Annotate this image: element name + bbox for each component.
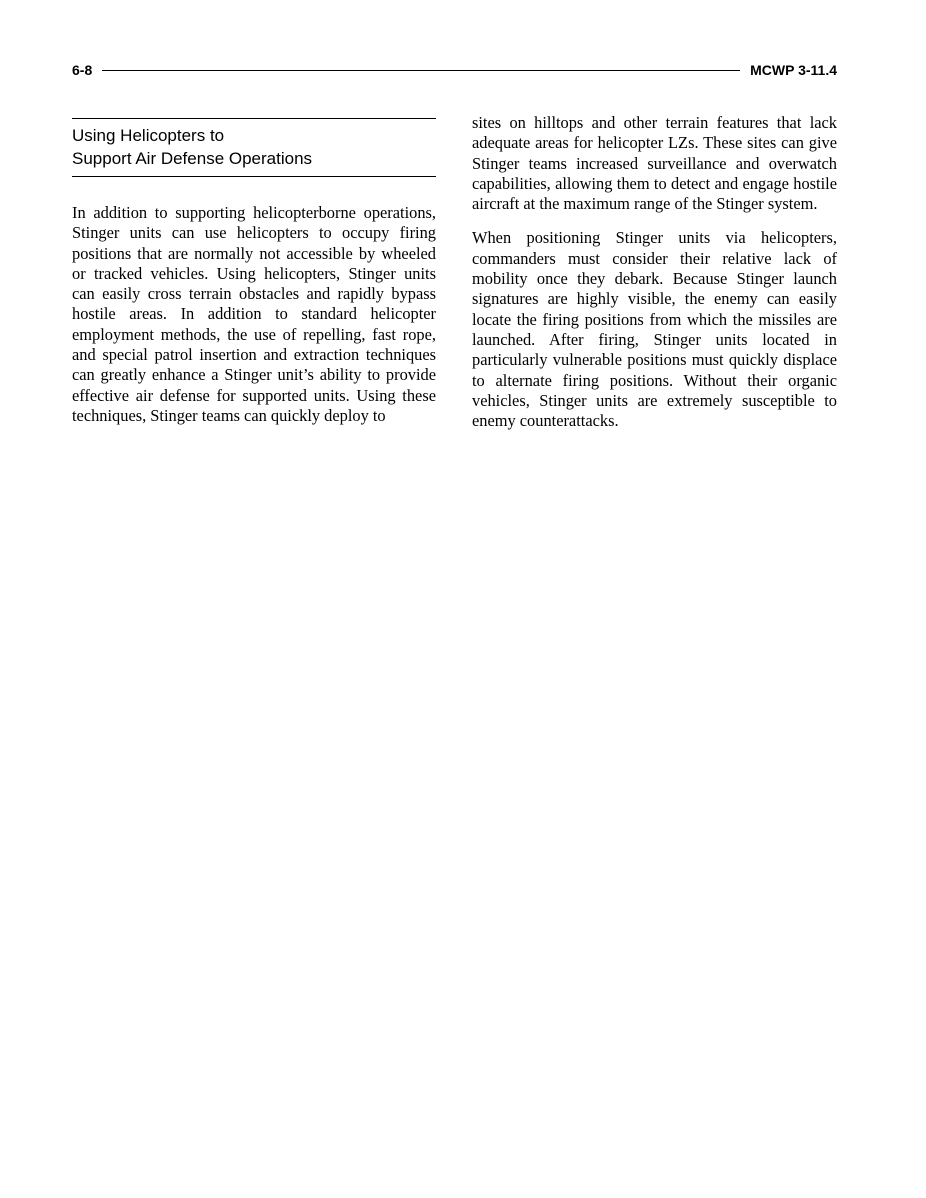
section-heading <box>72 118 436 177</box>
section-title-line-2: Support Air Defense Operations <box>72 149 313 168</box>
paragraph-1-part-1: In addition to supporting helicopterborne operations, Stinger units can use helicopters to occupy firing positions that are normally not accessible by wheeled or tracked vehicles. Using helicopters, Stinger units can easily cross terrain obstacles and rapidly bypass hostile areas. In addition to standard helicopter employment methods, the use of repelling, fast rope, and special patrol insertion and extraction techniques can greatly enhance a Stinger unit’s ability to provide effective air defense for supported units. Using these techniques, Stinger teams can quickly deploy to <box>72 203 436 425</box>
paragraph-1-part-2: sites on hilltops and other terrain features that lack adequate areas for helicopter LZs. These sites can give Stinger teams increased surveillance and overwatch capabilities, allowing them to detect and engage hostile aircraft at the maximum range of the Stinger system. <box>472 113 837 214</box>
running-header <box>72 60 837 80</box>
section-title-line-1: Using Helicopters to <box>72 126 225 145</box>
paragraph-2: When positioning Stinger units via helicopters, commanders must consider their relative lack of mobility once they debark. Because Stinger launch signatures are highly visible, the enemy can easily locate the firing positions from which the missiles are launched. After firing, Stinger units located in particularly vulnerable positions must quickly displace to alternate firing positions. Without their organic vehicles, Stinger units are extremely susceptible to enemy counterattacks. <box>472 228 837 431</box>
publication-id: MCWP 3-11.4 <box>750 62 837 78</box>
header-rule <box>102 70 740 71</box>
left-column <box>72 118 436 426</box>
page-number: 6-8 <box>72 62 93 78</box>
right-column <box>472 113 837 431</box>
